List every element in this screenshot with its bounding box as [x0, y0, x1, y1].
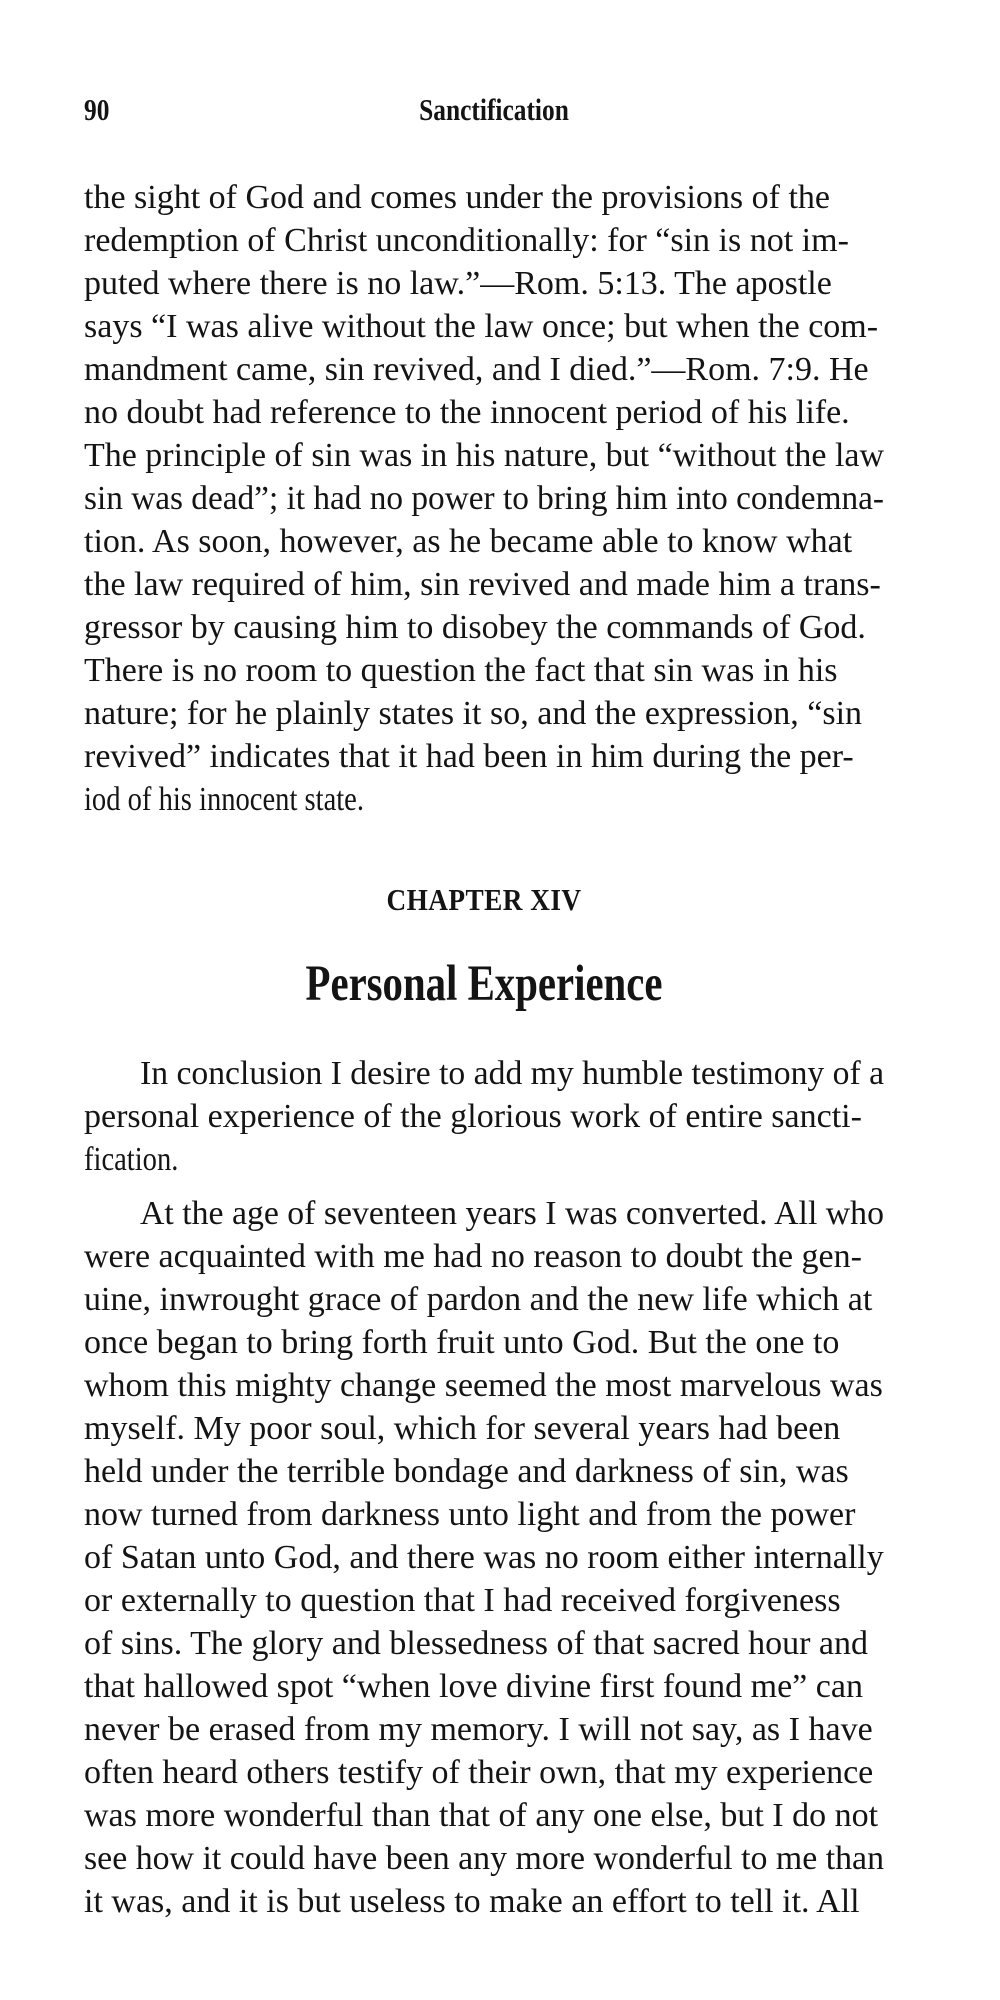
text-line: of Satan unto God, and there was no room either internally [84, 1539, 884, 1576]
text-line: the law required of him, sin revived and made him a trans- [84, 566, 881, 603]
paragraph-conversion [84, 1192, 884, 1923]
text-line: or externally to question that I had received forgiveness [84, 1582, 841, 1619]
text-line: see how it could have been any more wonderful to me than [84, 1840, 885, 1877]
text-line: In conclusion I desire to add my humble testimony of a [140, 1055, 885, 1092]
text-line: gressor by causing him to disobey the commands of God. [84, 609, 866, 646]
continued-paragraph [84, 176, 884, 821]
text-line: that hallowed spot “when love divine first found me” can [84, 1668, 863, 1705]
text-line: uine, inwrought grace of pardon and the new life which at [84, 1281, 873, 1318]
page-number: 90 [84, 92, 110, 127]
text-line: never be erased from my memory. I will not say, as I have [84, 1711, 873, 1748]
text-line: says “I was alive without the law once; but when the com- [84, 308, 879, 345]
text-line: revived” indicates that it had been in him during the per- [84, 738, 854, 775]
text-line: of sins. The glory and blessedness of that sacred hour and [84, 1625, 869, 1662]
text-line: fication. [84, 1141, 179, 1178]
text-line: At the age of seventeen years I was converted. All who [140, 1195, 884, 1232]
text-line: mandment came, sin revived, and I died.”—Rom. 7:9. He [84, 351, 869, 388]
chapter-title: Personal Experience [305, 956, 663, 1012]
running-head-title: Sanctification [419, 92, 569, 127]
text-line: redemption of Christ unconditionally: for “sin is not im- [84, 222, 849, 259]
text-line: There is no room to question the fact that sin was in his [84, 652, 838, 689]
text-line: myself. My poor soul, which for several years had been [84, 1410, 841, 1447]
text-line: once began to bring forth fruit unto God. But the one to [84, 1324, 840, 1361]
text-line: it was, and it is but useless to make an effort to tell it. All [84, 1883, 860, 1920]
text-line: The principle of sin was in his nature, but “without the law [84, 437, 884, 474]
text-line: now turned from darkness unto light and from the power [84, 1496, 856, 1533]
chapter-label: CHAPTER XIV [386, 882, 582, 917]
text-line: whom this mighty change seemed the most marvelous was [84, 1367, 883, 1404]
text-line: were acquainted with me had no reason to doubt the gen- [84, 1238, 862, 1275]
text-line: was more wonderful than that of any one else, but I do not [84, 1797, 879, 1834]
running-head [84, 92, 904, 132]
text-line: no doubt had reference to the innocent period of his life. [84, 394, 850, 431]
text-line: held under the terrible bondage and darkness of sin, was [84, 1453, 849, 1490]
text-line: sin was dead”; it had no power to bring him into condemna- [84, 480, 885, 517]
text-line: iod of his innocent state. [84, 781, 364, 818]
text-line: often heard others testify of their own, that my experience [84, 1754, 874, 1791]
paragraph-conclusion [84, 1052, 884, 1181]
text-line: personal experience of the glorious work of entire sancti- [84, 1098, 862, 1135]
text-line: puted where there is no law.”—Rom. 5:13. The apostle [84, 265, 832, 302]
text-line: nature; for he plainly states it so, and the expression, “sin [84, 695, 863, 732]
text-line: the sight of God and comes under the provisions of the [84, 179, 830, 216]
text-line: tion. As soon, however, as he became able to know what [84, 523, 853, 560]
